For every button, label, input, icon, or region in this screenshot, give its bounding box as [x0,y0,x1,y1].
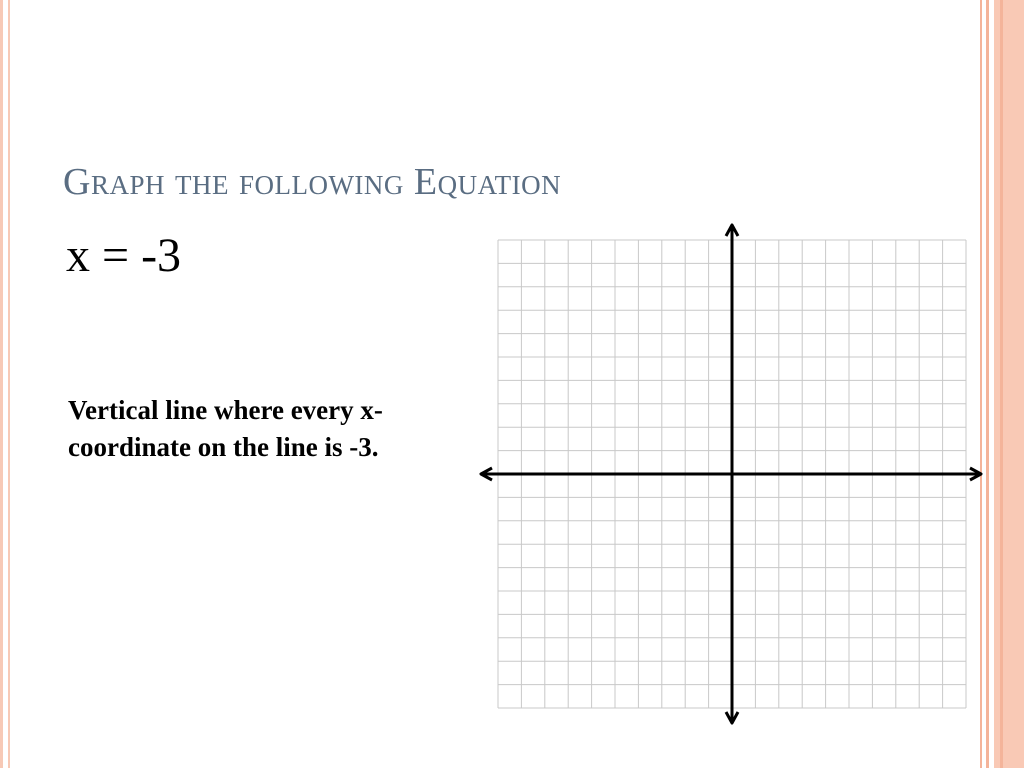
slide-title: Graph the following Equation [63,161,562,203]
left-border-inner [8,0,10,768]
equation-text: x = -3 [66,229,182,282]
right-band-line [1000,0,1003,768]
right-decorative-bands [978,0,1024,768]
right-band-line [986,0,989,768]
right-band-wide [994,0,1024,768]
left-border-outer [0,0,3,768]
axes [481,225,981,723]
description-text: Vertical line where every x-coordinate on the line is -3. [68,395,383,462]
coordinate-grid [478,220,984,728]
